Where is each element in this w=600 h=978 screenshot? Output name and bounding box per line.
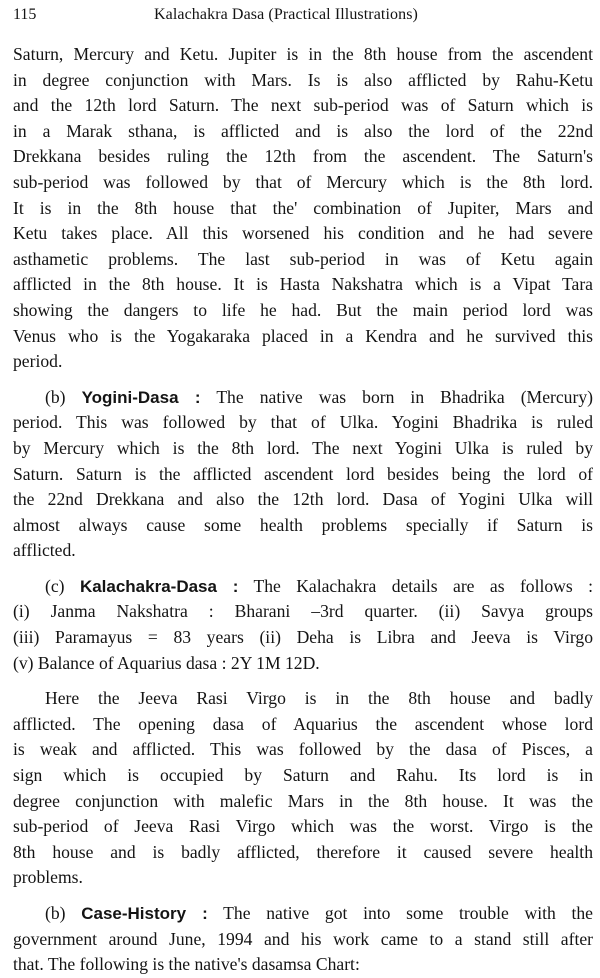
- text-line: [13, 574, 593, 600]
- text-line: in a Marak sthana, is afflicted and is also the lord of the 22nd: [13, 120, 593, 141]
- text-line: almost always cause some health problems specially if Saturn is: [13, 514, 593, 535]
- section-label: Kalachakra-Dasa :: [79, 576, 239, 596]
- paragraph-yogini-dasa: [13, 385, 593, 564]
- text-line: It is in the 8th house that the' combination of Jupiter, Mars and: [13, 197, 593, 218]
- text-line: Saturn, Mercury and Ketu. Jupiter is in the 8th house from the ascendent: [13, 44, 593, 64]
- text-line: in degree conjunction with Mars. Is is also afflicted by Rahu-Ketu: [13, 69, 593, 90]
- text-line: period.: [13, 351, 63, 372]
- paragraph-jeeva-rasi: [13, 686, 593, 891]
- running-title: Kalachakra Dasa (Practical Illustrations): [154, 6, 418, 23]
- text-line: sub-period of Jeeva Rasi Virgo which was the worst. Virgo is the: [13, 816, 593, 837]
- text-line: 8th house and is badly afflicted, therefore it caused severe health: [13, 841, 593, 862]
- text-line: Drekkana besides ruling the 12th from the ascendent. The Saturn's: [13, 146, 593, 167]
- text-line: problems.: [13, 867, 83, 888]
- text-line: showing the dangers to life he had. But the main period lord was: [13, 299, 593, 320]
- page-body: [13, 42, 593, 978]
- text-line: and the 12th lord Saturn. The next sub-period was of Saturn which is: [13, 95, 593, 116]
- text-line: (v) Balance of Aquarius dasa : 2Y 1M 12D.: [13, 652, 320, 673]
- text-line: (i) Janma Nakshatra : Bharani –3rd quarter. (ii) Savya groups: [13, 601, 593, 622]
- text-line: the 22nd Drekkana and also the 12th lord. Dasa of Yogini Ulka will: [13, 489, 593, 510]
- text-line: government around June, 1994 and his work came to a stand still after: [13, 928, 593, 949]
- text-line: Here the Jeeva Rasi Virgo is in the 8th house and badly: [45, 688, 593, 709]
- text-line: Venus who is the Yogakaraka placed in a Kendra and he survived this: [13, 325, 593, 346]
- text-line: afflicted. The opening dasa of Aquarius the ascendent whose lord: [13, 713, 593, 734]
- paragraph-continuation: [13, 42, 593, 375]
- text-line: [13, 385, 593, 411]
- text-line: afflicted.: [13, 540, 76, 561]
- text-line: (iii) Paramayus = 83 years (ii) Deha is Libra and Jeeva is Virgo: [13, 627, 593, 648]
- item-marker: (b): [45, 386, 66, 407]
- text-line: sign which is occupied by Saturn and Rahu. Its lord is in: [13, 765, 593, 786]
- text-line: by Mercury which is the 8th lord. The next Yogini Ulka is ruled by: [13, 437, 593, 458]
- text-line: asthametic problems. The last sub-period in was of Ketu again: [13, 248, 593, 269]
- paragraph-case-history: [13, 901, 593, 978]
- text-run: The Kalachakra details are as follows :: [253, 575, 594, 596]
- text-line: sub-period was followed by that of Mercury which is the 8th lord.: [13, 171, 593, 192]
- text-run: The native got into some trouble with the: [223, 903, 593, 923]
- section-label: Case-History :: [81, 904, 208, 923]
- text-line: Saturn. Saturn is the afflicted ascendent lord besides being the lord of: [13, 463, 593, 484]
- item-marker: (c): [45, 575, 65, 596]
- page-header: [0, 4, 600, 30]
- text-line: degree conjunction with malefic Mars in the 8th house. It was the: [13, 790, 593, 811]
- text-line: afflicted in the 8th house. It is Hasta Nakshatra which is a Vipat Tara: [13, 274, 593, 295]
- page-number: 115: [13, 6, 37, 23]
- text-run: The native was born in Bhadrika (Mercury): [216, 386, 593, 407]
- text-line: Ketu takes place. All this worsened his condition and he had severe: [13, 223, 593, 244]
- text-line: period. This was followed by that of Ulka. Yogini Bhadrika is ruled: [13, 412, 593, 433]
- paragraph-kalachakra-dasa: [13, 574, 593, 676]
- text-line: is weak and afflicted. This was followed by the dasa of Pisces, a: [13, 739, 593, 760]
- text-line: that. The following is the native's dasamsa Chart:: [13, 954, 360, 975]
- section-label: Yogini-Dasa :: [81, 387, 201, 407]
- item-marker: (b): [45, 903, 66, 923]
- text-line: [13, 901, 593, 927]
